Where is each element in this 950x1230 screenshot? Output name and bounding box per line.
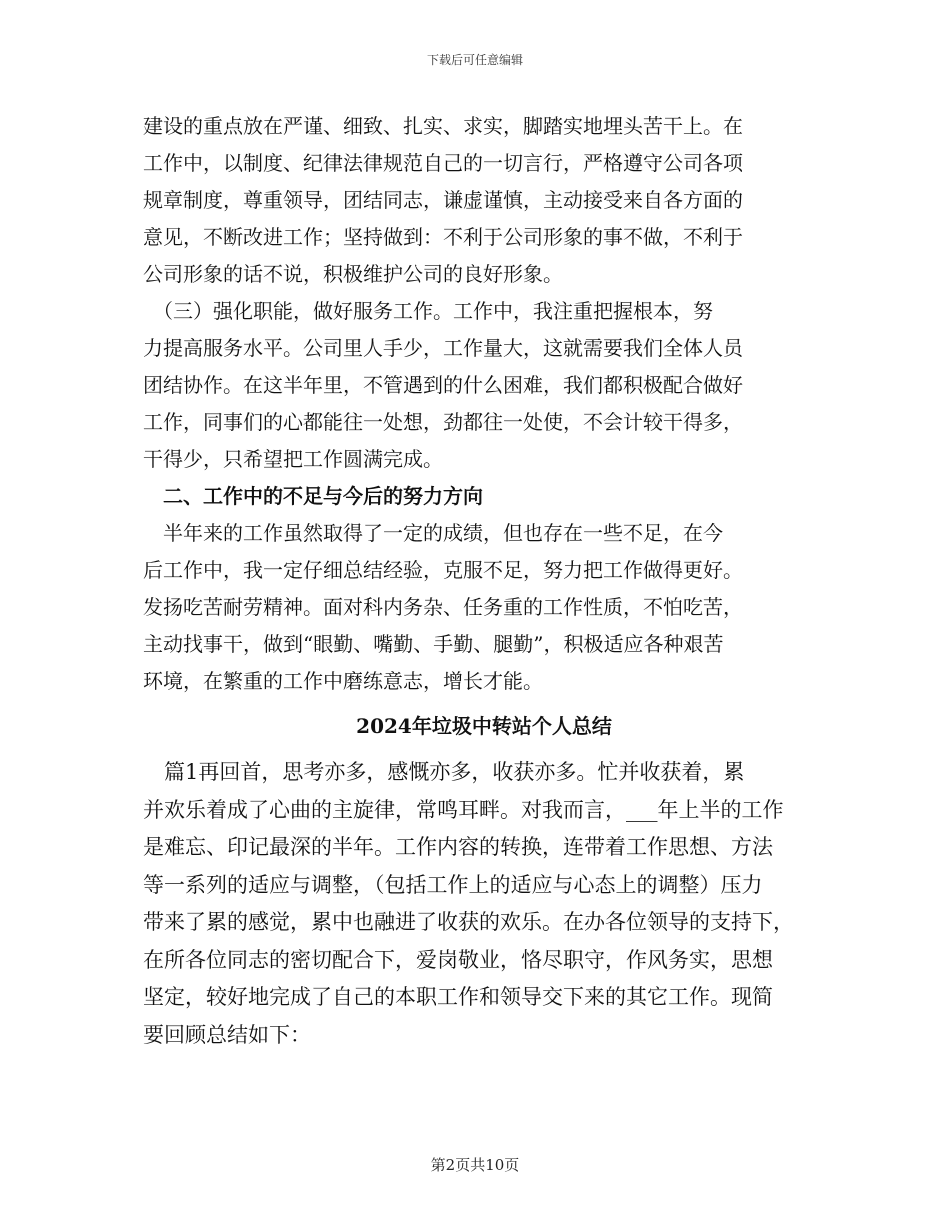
section-heading: 二、工作中的不足与今后的努力方向 xyxy=(143,484,483,508)
paragraph-line: （三）强化职能，做好服务工作。工作中，我注重把握根本，努 xyxy=(143,299,713,323)
paragraph-line: 并欢乐着成了心曲的主旋律，常鸣耳畔。对我而言，___年上半的工作 xyxy=(143,797,784,822)
document-body xyxy=(143,108,825,1054)
paragraph-line: 工作，同事们的心都能往一处想，劲都往一处使，不会计较干得多， xyxy=(143,410,743,434)
page-header: 下载后可任意编辑 xyxy=(426,53,523,67)
paragraph-line: 半年来的工作虽然取得了一定的成绩，但也存在一些不足，在今 xyxy=(143,521,723,545)
paragraph-line: 干得少，只希望把工作圆满完成。 xyxy=(143,447,443,471)
section-2 xyxy=(143,754,825,1054)
paragraph-line: 是难忘、印记最深的半年。工作内容的转换，连带着工作思想、方法 xyxy=(143,835,773,859)
paragraph-line: 在所各位同志的密切配合下，爱岗敬业，恪尽职守，作风务实，思想 xyxy=(143,947,773,972)
paragraph-line: 规章制度，尊重领导，团结同志，谦虚谨慎，主动接受来自各方面的 xyxy=(143,188,743,212)
paragraph-line: 主动找事干，做到“眼勤、嘴勤、手勤、腿勤”，积极适应各种艰苦 xyxy=(143,632,724,656)
page-footer: 第2页共10页 xyxy=(430,1156,520,1174)
paragraph-line: 建设的重点放在严谨、细致、扎实、求实，脚踏实地埋头苦干上。在 xyxy=(143,114,743,138)
paragraph-line: 发扬吃苦耐劳精神。面对科内务杂、任务重的工作性质，不怕吃苦， xyxy=(143,595,743,619)
paragraph-line: 等一系列的适应与调整，（包括工作上的适应与心态上的调整）压力 xyxy=(143,872,763,897)
paragraph-line: 篇1再回首，思考亦多，感慨亦多，收获亦多。忙并收获着，累 xyxy=(143,760,745,784)
paragraph-line: 团结协作。在这半年里，不管遇到的什么困难，我们都积极配合做好 xyxy=(143,373,743,397)
paragraph-line: 意见，不断改进工作；坚持做到：不利于公司形象的事不做，不利于 xyxy=(143,225,743,249)
paragraph-line: 环境，在繁重的工作中磨练意志，增长才能。 xyxy=(143,669,543,693)
paragraph-line: 公司形象的话不说，积极维护公司的良好形象。 xyxy=(143,262,563,286)
paragraph-line: 要回顾总结如下： xyxy=(143,1022,311,1047)
document-title: 2024年垃圾中转站个人总结 xyxy=(356,714,612,738)
paragraph-line: 后工作中，我一定仔细总结经验，克服不足，努力把工作做得更好。 xyxy=(143,558,743,582)
paragraph-line: 带来了累的感觉，累中也融进了收获的欢乐。在办各位领导的支持下， xyxy=(143,910,794,934)
section-1 xyxy=(143,108,825,700)
paragraph-line: 力提高服务水平。公司里人手少，工作量大，这就需要我们全体人员 xyxy=(143,336,743,360)
paragraph-line: 坚定，较好地完成了自己的本职工作和领导交下来的其它工作。现简 xyxy=(143,985,773,1009)
paragraph-line: 工作中，以制度、纪律法律规范自己的一切言行，严格遵守公司各项 xyxy=(143,151,743,175)
